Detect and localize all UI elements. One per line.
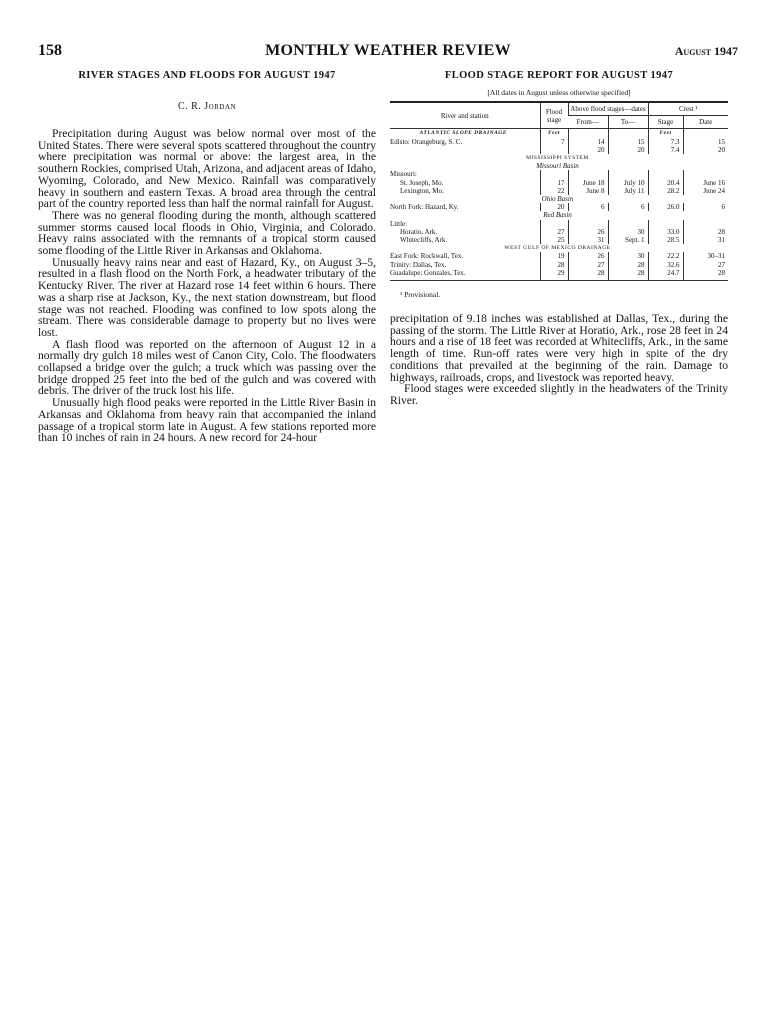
flood-stage: 27 xyxy=(540,228,568,236)
table-row xyxy=(390,236,728,244)
crest-stage: 20.4 xyxy=(648,179,683,187)
crest-stage: 28.5 xyxy=(648,236,683,244)
crest-date: 31 xyxy=(683,236,728,244)
from: 6 xyxy=(568,203,608,211)
station: North Fork: Hazard, Ky. xyxy=(390,203,459,212)
flood-stage-table xyxy=(390,101,728,281)
header-from: From— xyxy=(568,116,608,129)
to: 30 xyxy=(608,252,648,260)
from: June 18 xyxy=(568,179,608,187)
station: Horatio, Ark. xyxy=(400,227,438,236)
table-note: [All dates in August unless otherwise specified] xyxy=(487,88,631,97)
station: Edisto: Orangeburg, S. C. xyxy=(390,137,463,146)
to: July 11 xyxy=(608,187,648,195)
crest-stage: 28.2 xyxy=(648,187,683,195)
to: 28 xyxy=(608,269,648,281)
table-footnote: ¹ Provisional. xyxy=(400,290,441,300)
paragraph: precipitation of 9.18 inches was established at Dallas, Tex., during the passing of the storm. The Little River at Horatio, Ark., rose 28 feet in 24 hours and a rise of 18 feet was recorded at Whitecliffs, Ark., in the same length of time. Run-off rates were very high in spite of the dry conditions that prevailed at the beginning of the rain. Damage to highways, railroads, crops, and livestock was reported heavy. xyxy=(390,312,728,384)
subsection-red-basin: Red Basin xyxy=(543,211,572,220)
subsection-row xyxy=(390,162,728,170)
crest-stage: 33.0 xyxy=(648,228,683,236)
flood-stage: 20 xyxy=(540,203,568,211)
table-title: FLOOD STAGE REPORT FOR AUGUST 1947 xyxy=(444,70,674,81)
paragraph: Unusually heavy rains near and east of Hazard, Ky., on August 3–5, resulted in a flash flood on the North Fork, a headwater tributary of the Kentucky River. The river at Hazard rose 14 feet within 6 hours. There was a sharp rise at Jackson, Ky., the next station downstream, but flood stage was not reached. Flooding was confined to low spots along the stream. There was considerable damage to property but no lives were lost. xyxy=(38,255,376,339)
flood-stage: 7 xyxy=(540,138,568,154)
from: 27 xyxy=(568,261,608,269)
from: 26 xyxy=(568,252,608,260)
crest-date: June 24 xyxy=(683,187,728,195)
table-row xyxy=(390,269,728,281)
table-row xyxy=(390,179,728,187)
unit-flood-stage: Feet xyxy=(540,129,568,138)
to: 15 xyxy=(637,137,645,146)
paragraph: Flood stages were exceeded slightly in the headwaters of the Trinity River. xyxy=(390,382,728,407)
section-row xyxy=(390,244,728,252)
journal-title: MONTHLY WEATHER REVIEW xyxy=(265,42,511,59)
from: 20 xyxy=(597,145,605,154)
header-date: Date xyxy=(683,116,728,129)
table-row xyxy=(390,228,728,236)
crest-date: 15 xyxy=(718,137,725,146)
group-row xyxy=(390,170,728,178)
crest-stage: 7.3 xyxy=(670,137,680,146)
crest-date: 27 xyxy=(683,261,728,269)
group-row xyxy=(390,220,728,228)
section-row xyxy=(390,129,728,138)
section-gulf: WEST GULF OF MEXICO DRAINAGE xyxy=(504,245,611,252)
page-number: 158 xyxy=(38,42,62,59)
crest-stage: 7.4 xyxy=(670,145,680,154)
to: 6 xyxy=(608,203,648,211)
article-author: C. R. Jordan xyxy=(177,101,237,112)
from: 14 xyxy=(597,137,605,146)
crest-date: 28 xyxy=(683,269,728,281)
running-head xyxy=(38,42,738,62)
subsection-row xyxy=(390,195,728,203)
table-row xyxy=(390,203,728,211)
header-stage: Stage xyxy=(648,116,683,129)
unit-stage: Feet xyxy=(648,129,683,138)
group-missouri: Missouri: xyxy=(390,170,417,179)
paragraph: Unusually high flood peaks were reported in the Little River Basin in Arkansas and Oklahoma from heavy rain that accompanied the inland passage of a tropical storm late in August. A few stations reported more than 10 inches of rain in 24 hours. A new record for 24-hour xyxy=(38,396,376,445)
from: 28 xyxy=(568,269,608,281)
from: 26 xyxy=(568,228,608,236)
flood-stage: 25 xyxy=(540,236,568,244)
to: 20 xyxy=(637,145,645,154)
station: East Fork: Rockwall, Tex. xyxy=(390,252,464,261)
section-row xyxy=(390,154,728,162)
to: 28 xyxy=(608,261,648,269)
left-column xyxy=(38,70,376,444)
station: Whitecliffs, Ark. xyxy=(400,236,448,245)
crest-date: 30–31 xyxy=(683,252,728,260)
paragraph: A flash flood was reported on the afternoon of August 12 in a normally dry gulch 18 miles west of Canon City, Colo. The floodwaters collapsed a bridge over the gulch; a truck which was passing over the bridge dropped 25 feet into the bed of the gulch and was covered with debris. The driver of the truck lost his life. xyxy=(38,337,376,398)
table-row xyxy=(390,187,728,195)
from: June 8 xyxy=(568,187,608,195)
crest-date: 28 xyxy=(683,228,728,236)
header-above-flood: Above flood stages—dates xyxy=(568,102,648,116)
table-row xyxy=(390,252,728,260)
crest-stage: 26.0 xyxy=(648,203,683,211)
flood-stage: 29 xyxy=(540,269,568,281)
station: St. Joseph, Mo. xyxy=(400,178,444,187)
header-crest: Crest ¹ xyxy=(648,102,728,116)
paragraph: There was no general flooding during the month, although scattered summer storms caused local floods in Ohio, Virginia, and Colorado. Heavy rains associated with the remnants of a tropical storm caused some flooding of the Little River in Arkansas and Oklahoma. xyxy=(38,208,376,258)
flood-stage: 28 xyxy=(540,261,568,269)
flood-stage: 17 xyxy=(540,179,568,187)
right-column xyxy=(390,70,728,407)
crest-stage: 24.7 xyxy=(648,269,683,281)
subsection-ohio-basin: Ohio Basin xyxy=(541,195,574,204)
subsection-missouri-basin: Missouri Basin xyxy=(536,162,579,171)
crest-date: 6 xyxy=(683,203,728,211)
table-row xyxy=(390,261,728,269)
section-atlantic: ATLANTIC SLOPE DRAINAGE xyxy=(419,130,507,137)
group-little: Little: xyxy=(390,219,408,228)
paragraph: Precipitation during August was below normal over most of the United States. There were several spots scattered throughout the country where precipitation was normal or above: the largest area, in the southern Rockies, comprised Utah, Arizona, and adjacent areas of Idaho, Wyoming, Colorado, and New Mexico. Rainfall was comparatively heavy in southern and eastern Texas. A broad area through the central part of the country reported less than half the normal rainfall for August. xyxy=(38,127,376,211)
station: Lexington, Mo. xyxy=(400,186,444,195)
header-river-station: River and station xyxy=(390,102,540,129)
flood-stage: 22 xyxy=(540,187,568,195)
to: Sept. 1 xyxy=(608,236,648,244)
crest-date: 20 xyxy=(718,145,725,154)
table-row xyxy=(390,138,728,154)
to: 30 xyxy=(608,228,648,236)
subsection-row xyxy=(390,211,728,219)
crest-stage: 32.6 xyxy=(648,261,683,269)
section-mississippi: MISSISSIPPI SYSTEM xyxy=(526,155,589,162)
crest-date: June 16 xyxy=(683,179,728,187)
header-flood-stage: Flood stage xyxy=(540,102,568,129)
header-to: To— xyxy=(608,116,648,129)
to: July 10 xyxy=(608,179,648,187)
article-title: RIVER STAGES AND FLOODS FOR AUGUST 1947 xyxy=(78,70,336,81)
flood-stage: 19 xyxy=(540,252,568,260)
station: Trinity: Dallas, Tex. xyxy=(390,260,447,269)
from: 31 xyxy=(568,236,608,244)
issue-date: August 1947 xyxy=(674,44,738,58)
station: Guadalupe: Gonzales, Tex. xyxy=(390,269,540,281)
crest-stage: 22.2 xyxy=(648,252,683,260)
